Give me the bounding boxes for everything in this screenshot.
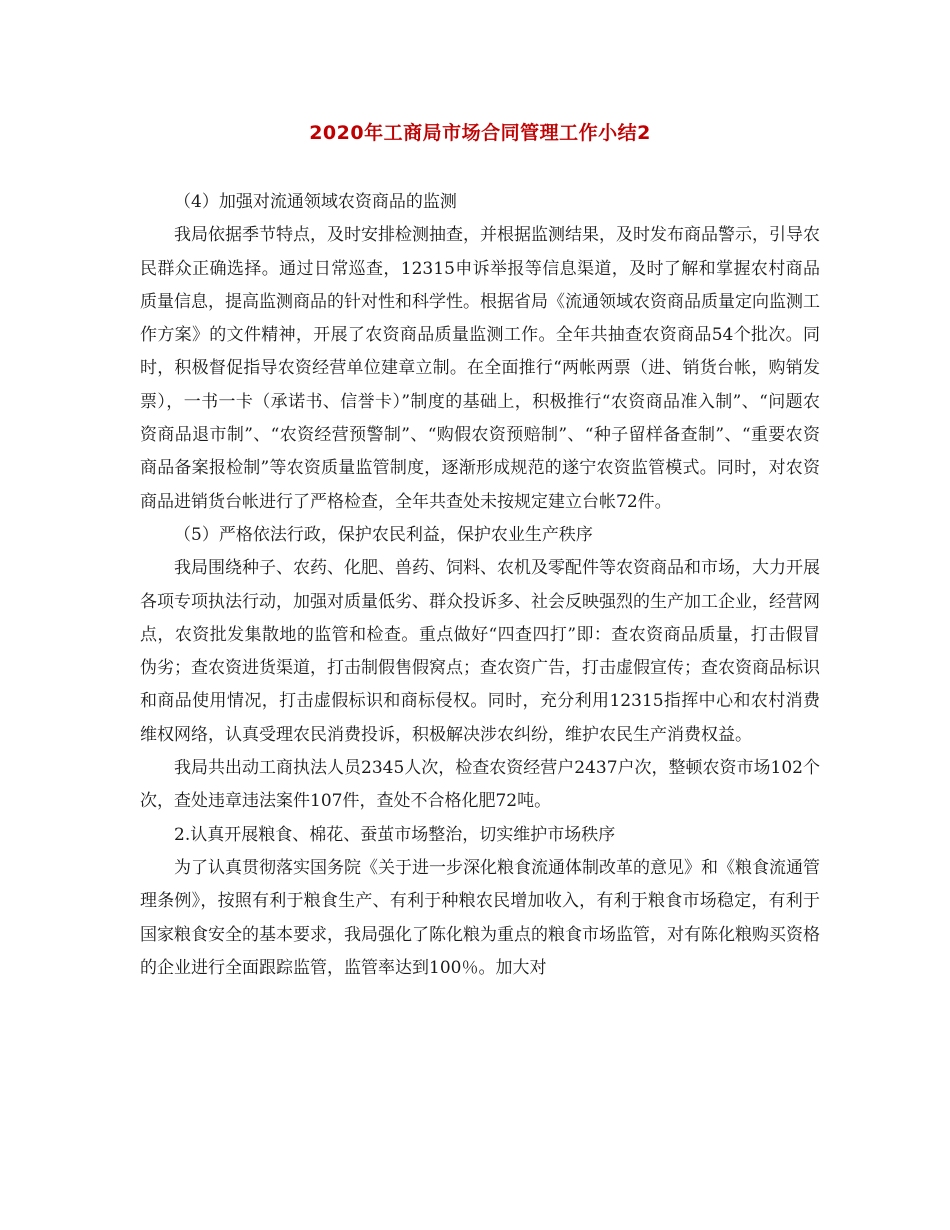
body-paragraph: 我局共出动工商执法人员2345人次，检查农资经营户2437户次，整顿农资市场102个次，查处违章违法案件107件，查处不合格化肥72吨。	[140, 758, 820, 812]
section-heading-4: （4）加强对流通领域农资商品的监测	[174, 192, 457, 212]
document-page	[140, 118, 820, 985]
document-body	[140, 186, 820, 985]
body-paragraph: 为了认真贯彻落实国务院《关于进一步深化粮食流通体制改革的意见》和《粮食流通管理条例》，按照有利于粮食生产、有利于种粮农民增加收入，有利于粮食市场稳定，有利于国家粮食安全的基本要求，我局强化了陈化粮为重点的粮食市场监管，对有陈化粮购买资格的企业进行全面跟踪监管，监管率达到100％。加大对	[140, 857, 820, 978]
section-heading-2: 2.认真开展粮食、棉花、蚕茧市场整治，切实维护市场秩序	[174, 824, 616, 845]
section-heading-5: （5）严格依法行政，保护农民利益，保护农业生产秩序	[174, 524, 593, 545]
body-paragraph: 我局围绕种子、农药、化肥、兽药、饲料、农机及零配件等农资商品和市场，大力开展各项专项执法行动，加强对质量低劣、群众投诉多、社会反映强烈的生产加工企业，经营网点，农资批发集散地的监管和检查。重点做好“四查四打”即：查农资商品质量，打击假冒伪劣；查农资进货渠道，打击制假售假窝点；查农资广告，打击虚假宣传；查农资商品标识和商品使用情况，打击虚假标识和商标侵权。同时，充分利用12315指挥中心和农村消费维权网络，认真受理农民消费投诉，积极解决涉农纠纷，维护农民生产消费权益。	[140, 558, 820, 745]
body-paragraph: 我局依据季节特点，及时安排检测抽查，并根据监测结果，及时发布商品警示，引导农民群众正确选择。通过日常巡查，12315申诉举报等信息渠道，及时了解和掌握农村商品质量信息，提高监测商品的针对性和科学性。根据省局《流通领域农资商品质量定向监测工作方案》的文件精神，开展了农资商品质量监测工作。全年共抽查农资商品54个批次。同时，积极督促指导农资经营单位建章立制。在全面推行“两帐两票（进、销货台帐，购销发票），一书一卡（承诺书、信誉卡）”制度的基础上，积极推行“农资商品准入制”、“问题农资商品退市制”、“农资经营预警制”、“购假农资预赔制”、“种子留样备查制”、“重要农资商品备案报检制”等农资质量监管制度，逐渐形成规范的遂宁农资监管模式。同时，对农资商品进销货台帐进行了严格检查，全年共查处未按规定建立台帐72件。	[140, 225, 820, 512]
document-title: 2020年工商局市场合同管理工作小结2	[309, 122, 651, 144]
